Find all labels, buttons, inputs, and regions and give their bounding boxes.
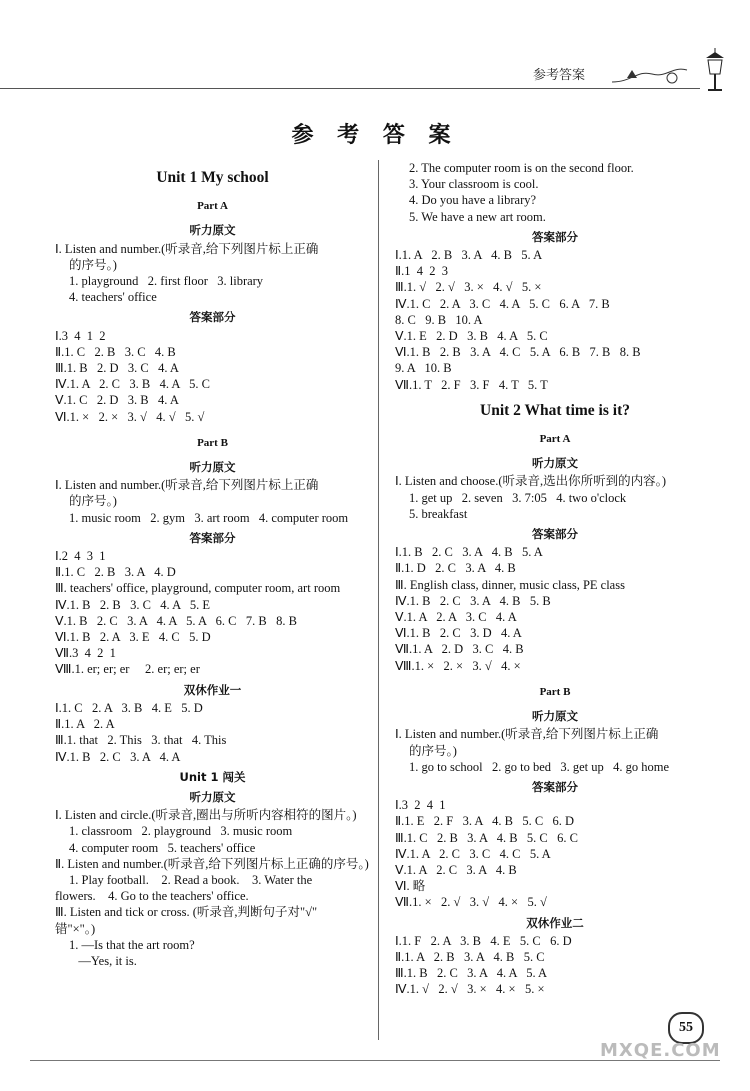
answer-line: Ⅶ.1. T 2. F 3. F 4. T 5. T	[395, 377, 548, 392]
left-column	[55, 160, 370, 969]
answer-line: Ⅶ.1. × 2. √ 3. √ 4. × 5. √	[395, 895, 547, 910]
header-label: 参考答案	[533, 68, 586, 83]
answer-line: Ⅵ.1. B 2. C 3. D 4. A	[395, 626, 522, 641]
column-divider	[378, 160, 379, 1040]
answer-line: Ⅲ.1. C 2. B 3. A 4. B 5. C 6. C	[395, 830, 578, 845]
section-heading: 答案部分	[532, 527, 578, 542]
answer-line: Ⅱ.1. C 2. B 3. A 4. D	[55, 565, 176, 580]
answer-line: 1. go to school 2. go to bed 3. get up 4. go home	[409, 759, 670, 774]
answer-line: Ⅵ.1. B 2. A 3. E 4. C 5. D	[55, 630, 211, 645]
section-heading: 双休作业二	[526, 915, 584, 930]
answer-line: Ⅲ. Listen and tick or cross. (听录音,判断句子对"√"	[55, 905, 318, 920]
unit-heading: Unit 1 My school	[156, 169, 269, 186]
answer-line: Ⅰ. Listen and number.(听录音,给下列图片标上正确	[55, 241, 319, 256]
answer-line: —Yes, it is.	[69, 953, 137, 968]
answer-line: Ⅶ.1. A 2. D 3. C 4. B	[395, 642, 524, 657]
answer-line: 4. teachers' office	[69, 290, 157, 305]
header-rule	[0, 88, 700, 89]
answer-line: 3. Your classroom is cool.	[409, 177, 539, 192]
answer-line: Ⅲ.1. that 2. This 3. that 4. This	[55, 733, 227, 748]
answer-line: Ⅰ.2 4 3 1	[55, 549, 106, 564]
answer-line: Ⅳ.1. A 2. C 3. B 4. A 5. C	[55, 377, 210, 392]
answer-line: Ⅱ.1. A 2. A	[55, 717, 115, 732]
answer-line: Ⅴ.1. E 2. D 3. B 4. A 5. C	[395, 329, 548, 344]
answer-line: 的序号。)	[69, 257, 117, 272]
part-heading: Part B	[539, 685, 571, 698]
right-column	[395, 160, 715, 998]
answer-line: Ⅰ.1. A 2. B 3. A 4. B 5. A	[395, 248, 543, 263]
answer-line: Ⅲ.1. B 2. D 3. C 4. A	[55, 361, 179, 376]
answer-line: Ⅰ.3 4 1 2	[55, 328, 106, 343]
answer-line: 5. We have a new art room.	[409, 209, 546, 224]
section-heading: 答案部分	[532, 229, 578, 244]
answer-line: 4. Do you have a library?	[409, 193, 537, 208]
lantern-icon	[700, 48, 730, 93]
answer-line: flowers. 4. Go to the teachers' office.	[55, 889, 249, 904]
answer-line: 的序号。)	[69, 494, 117, 509]
unit-heading: Unit 2 What time is it?	[480, 401, 630, 419]
part-heading: Part A	[197, 200, 228, 213]
answer-line: Ⅰ.1. B 2. C 3. A 4. B 5. A	[395, 545, 543, 560]
answer-line: 4. computer room 5. teachers' office	[69, 840, 256, 855]
answer-line: Ⅲ. English class, dinner, music class, PE class	[395, 577, 625, 592]
answer-line: 1. classroom 2. playground 3. music room	[69, 824, 293, 839]
section-heading: Unit 1 闯关	[179, 769, 246, 784]
answer-line: Ⅴ.1. A 2. C 3. A 4. B	[395, 862, 517, 877]
section-heading: 听力原文	[189, 223, 236, 238]
answer-line: 1. music room 2. gym 3. art room 4. computer room	[69, 510, 349, 525]
answer-line: Ⅴ.1. B 2. C 3. A 4. A 5. A 6. C 7. B 8. B	[55, 613, 297, 628]
part-heading: Part B	[197, 436, 228, 449]
answer-line: 9. A 10. B	[395, 361, 452, 376]
answer-line: Ⅷ.1. er; er; er 2. er; er; er	[55, 662, 200, 677]
answer-line: Ⅴ.1. C 2. D 3. B 4. A	[55, 393, 179, 408]
answer-line: Ⅱ. Listen and number.(听录音,给下列图片标上正确的序号。)	[55, 856, 369, 871]
answer-line: Ⅳ.1. A 2. C 3. C 4. C 5. A	[395, 846, 551, 861]
answer-line: Ⅰ.1. C 2. A 3. B 4. E 5. D	[55, 700, 203, 715]
vine-ornament-icon	[612, 60, 702, 90]
answer-line: Ⅳ.1. B 2. B 3. C 4. A 5. E	[55, 597, 210, 612]
answer-line: Ⅳ.1. B 2. C 3. A 4. A	[55, 749, 181, 764]
answer-line: Ⅳ.1. √ 2. √ 3. × 4. × 5. ×	[395, 982, 545, 997]
answer-line: Ⅲ. teachers' office, playground, computer room, art room	[55, 581, 341, 596]
answer-line: 1. —Is that the art room?	[69, 937, 195, 952]
answer-line: Ⅷ.1. × 2. × 3. √ 4. ×	[395, 658, 521, 673]
answer-line: Ⅰ. Listen and number.(听录音,给下列图片标上正确	[55, 478, 319, 493]
answer-line: Ⅰ. Listen and number.(听录音,给下列图片标上正确	[395, 727, 659, 742]
answer-line: Ⅰ. Listen and circle.(听录音,圈出与所听内容相符的图片。)	[55, 808, 357, 823]
answer-line: 1. get up 2. seven 3. 7:05 4. two o'clock	[409, 490, 627, 505]
part-heading: Part A	[539, 433, 571, 446]
answer-line: 1. playground 2. first floor 3. library	[69, 274, 264, 289]
answer-line: Ⅳ.1. B 2. C 3. A 4. B 5. B	[395, 593, 551, 608]
section-heading: 听力原文	[532, 456, 578, 471]
answer-line: Ⅴ.1. A 2. A 3. C 4. A	[395, 610, 517, 625]
answer-line: Ⅰ.1. F 2. A 3. B 4. E 5. C 6. D	[395, 933, 572, 948]
answer-line: Ⅱ.1. E 2. F 3. A 4. B 5. C 6. D	[395, 814, 575, 829]
answer-line: Ⅶ.3 4 2 1	[55, 646, 116, 661]
section-heading: 答案部分	[189, 310, 236, 325]
answer-line: Ⅵ.1. × 2. × 3. √ 4. √ 5. √	[55, 409, 205, 424]
answer-line: 的序号。)	[409, 743, 457, 758]
section-heading: 听力原文	[189, 789, 236, 804]
section-heading: 双休作业一	[183, 682, 242, 697]
answer-line: Ⅳ.1. C 2. A 3. C 4. A 5. C 6. A 7. B	[395, 296, 610, 311]
answer-line: Ⅵ. 略	[395, 879, 426, 894]
section-heading: 答案部分	[189, 530, 236, 545]
answer-line: 2. The computer room is on the second floor.	[409, 161, 634, 175]
answer-line: Ⅱ.1. C 2. B 3. C 4. B	[55, 344, 176, 359]
page-title: 参 考 答 案	[291, 123, 459, 148]
answer-line: Ⅵ.1. B 2. B 3. A 4. C 5. A 6. B 7. B 8. B	[395, 345, 641, 360]
section-heading: 听力原文	[189, 460, 236, 475]
answer-line: Ⅲ.1. B 2. C 3. A 4. A 5. A	[395, 966, 548, 981]
section-heading: 听力原文	[532, 709, 578, 724]
answer-line: Ⅲ.1. √ 2. √ 3. × 4. √ 5. ×	[395, 280, 542, 295]
answer-line: 8. C 9. B 10. A	[395, 312, 483, 327]
answer-line: Ⅱ.1. A 2. B 3. A 4. B 5. C	[395, 949, 545, 964]
answer-line: 5. breakfast	[409, 506, 468, 521]
answer-line: Ⅰ. Listen and choose.(听录音,选出你所听到的内容。)	[395, 474, 667, 489]
answer-line: 1. Play football. 2. Read a book. 3. Water the	[69, 872, 313, 887]
answer-line: Ⅱ.1. D 2. C 3. A 4. B	[395, 561, 516, 576]
section-heading: 答案部分	[532, 779, 578, 794]
watermark: MXQE.COM	[600, 1040, 721, 1061]
answer-line: Ⅰ.3 2 4 1	[395, 798, 446, 813]
answer-line: Ⅱ.1 4 2 3	[395, 264, 449, 279]
answer-line: 错"×"。)	[55, 921, 96, 936]
page-number: 55	[668, 1012, 704, 1044]
